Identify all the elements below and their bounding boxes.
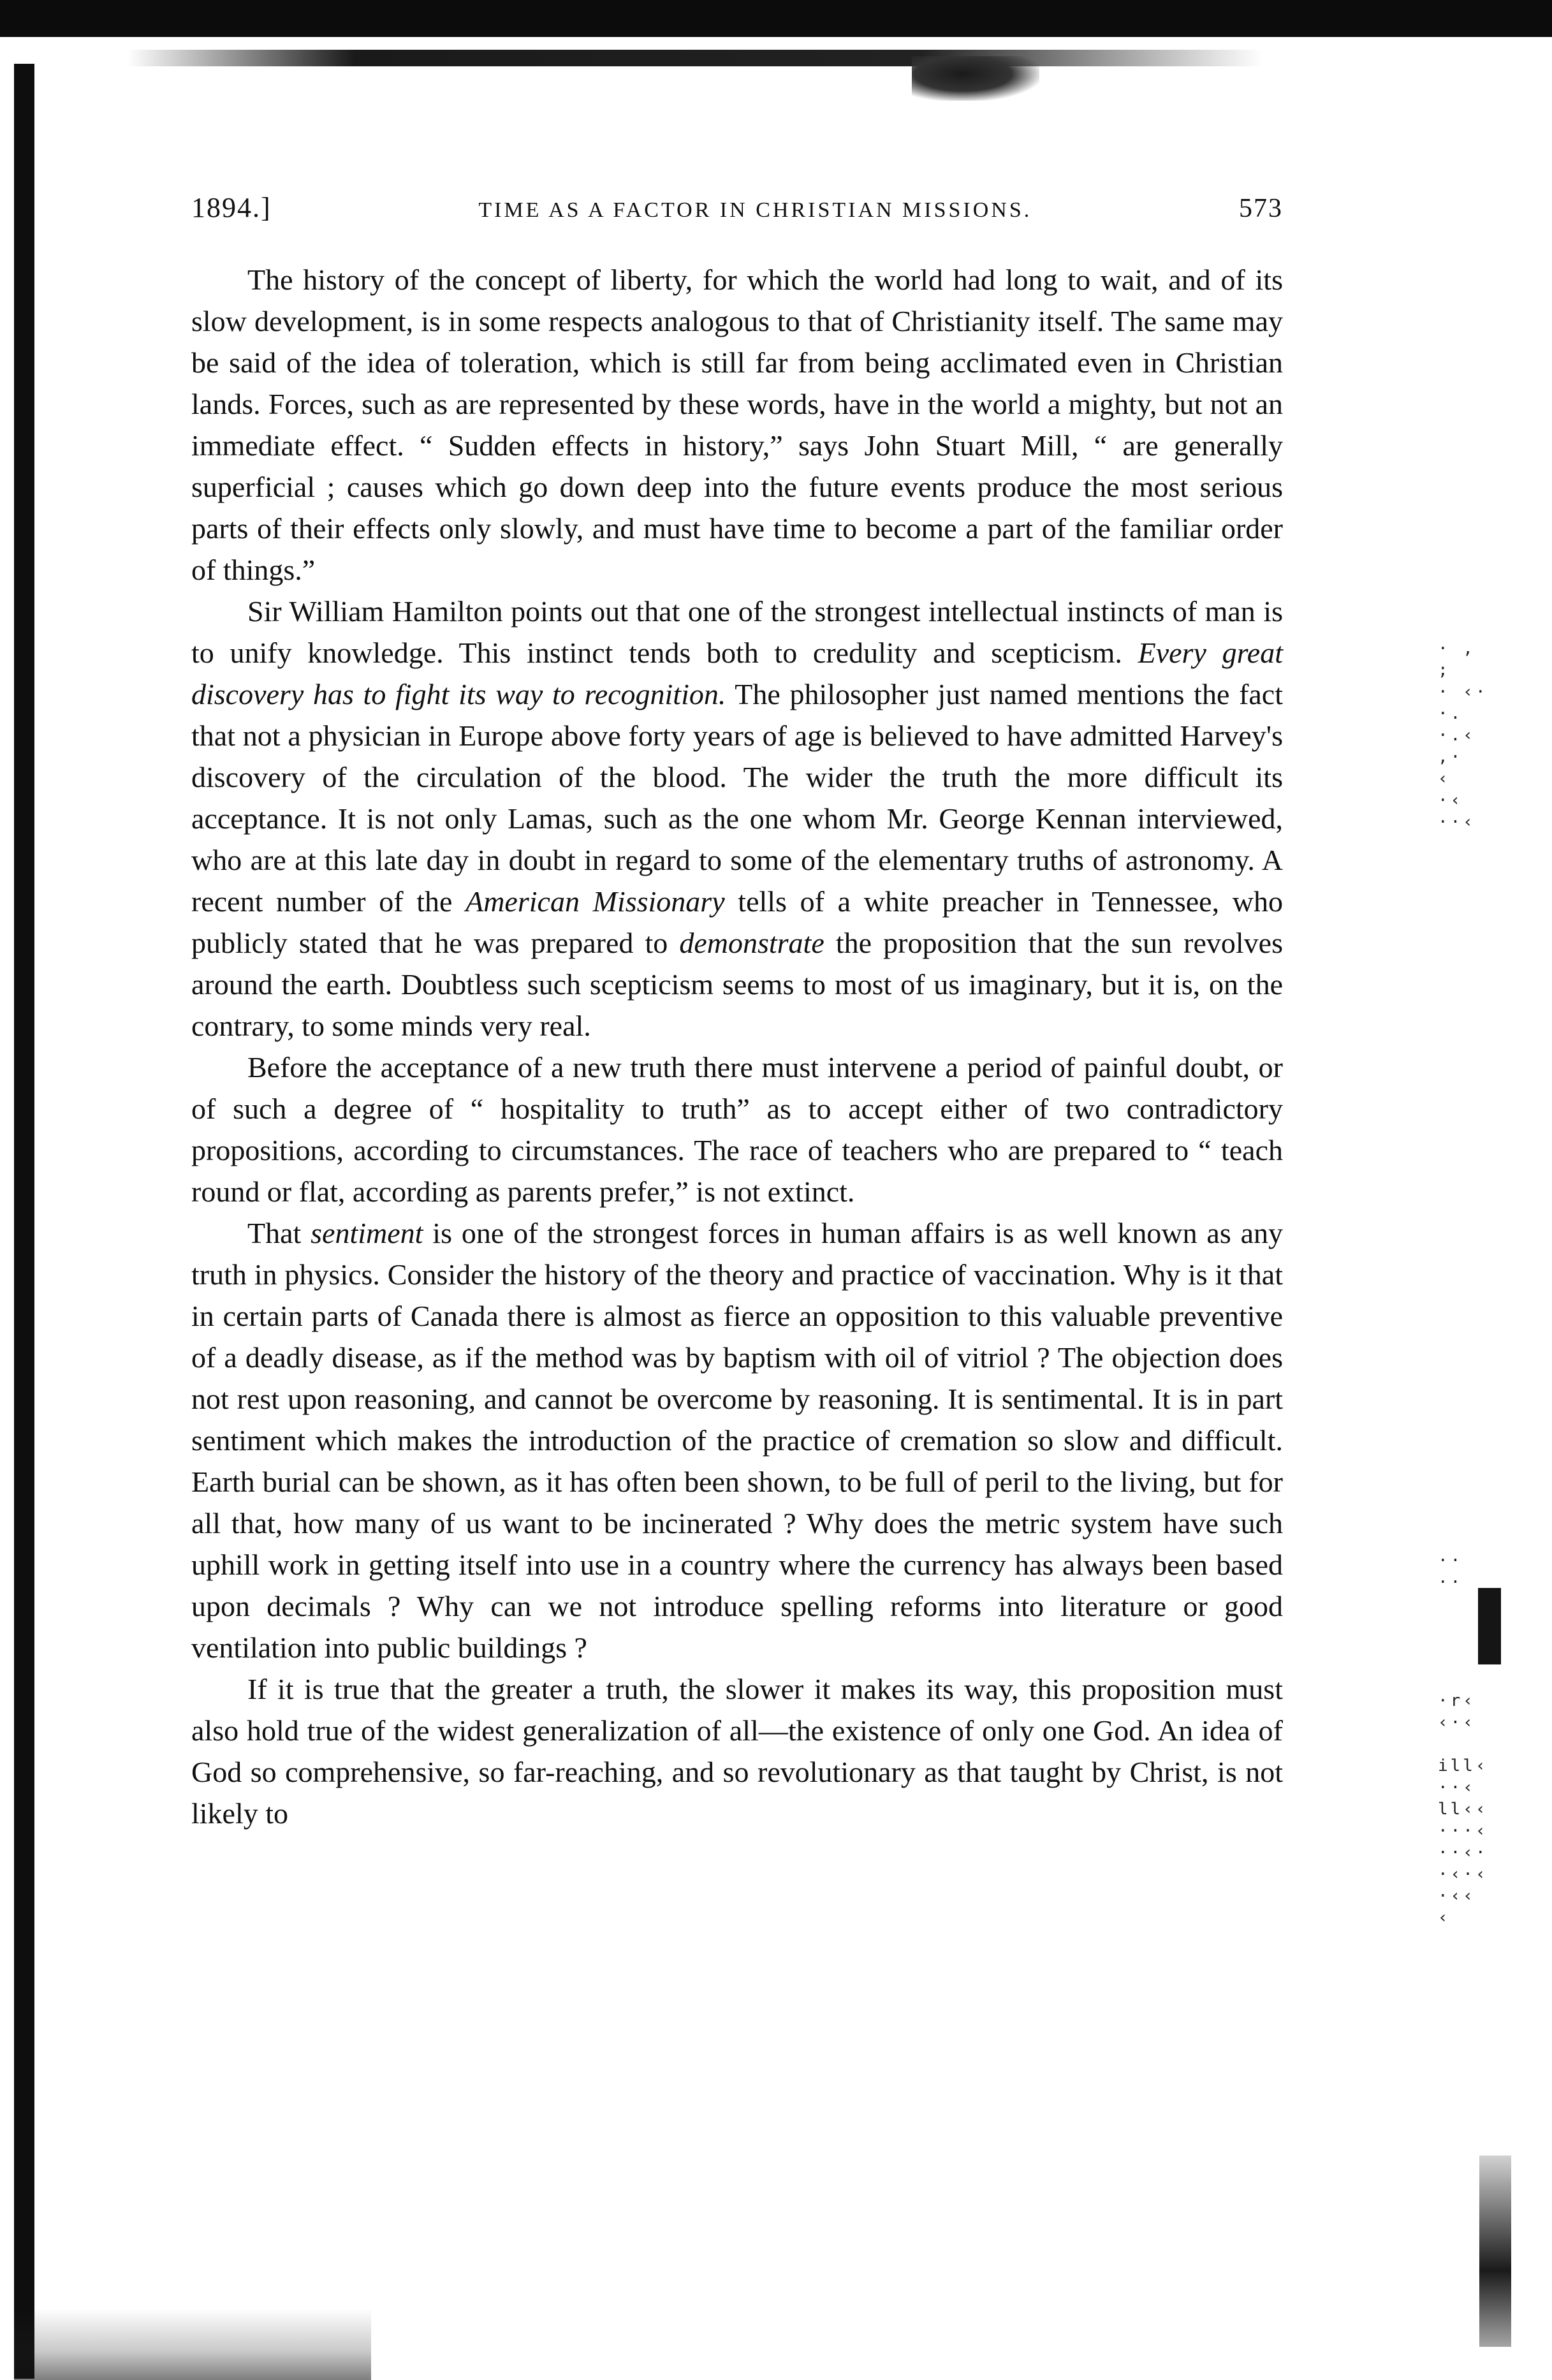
paragraph [191, 259, 1283, 591]
running-header [191, 191, 1283, 227]
scan-border-left [14, 64, 34, 2379]
text-run: The history of the concept of liberty, for which the world had long to wait, and of its slow development, is in some respects analogous to that of Christianity itself. The same may be said of the idea of toleration, which is still far from being acclimated even in Christian lands. Forces, such as are represented by these words, have in the world a mighty, but not an immediate effect. “ Sudden effects in history,” says John Stuart Mill, “ are generally superficial ; causes which go down deep into the future events produce the most serious parts of their effects only slowly, and must have time to become a part of the familiar order of things.” [191, 263, 1283, 586]
scan-shadow-bottom [14, 2309, 371, 2380]
margin-bleed-through: · ‚ ; · ‹· ·. ·.‹ ,· ‹ ·‹ ··‹ [1438, 639, 1488, 832]
margin-bleed-through: ·· ·· [1438, 1551, 1463, 1592]
italic-text: Every great discovery has to fight its way to recognition. [191, 636, 1283, 710]
scan-streak [128, 50, 1263, 66]
body-text [191, 259, 1283, 1834]
text-run: Before the acceptance of a new truth there must intervene a period of painful doubt, or of such a degree of “ hospitality to truth” as to accept either of two contradictory propositions, according to circumstances. The race of teachers who are prepared to “ teach round or flat, according as parents prefer,” is not extinct. [191, 1051, 1283, 1208]
text-run: The philosopher just named mentions the fact that not a physician in Europe above forty years of age is believed to have admitted Harvey's discovery of the circulation of the blood. The wider the truth the more difficult its acceptance. It is not only Lamas, such as the one whom Mr. George Kennan interviewed, who are at this late day in doubt in regard to some of the elementary truths of astronomy. A recent number of the [191, 678, 1284, 918]
text-run: tells of a white preacher in Tennessee, who publicly stated that he was prepared to [191, 885, 1283, 959]
paragraph [191, 1047, 1283, 1212]
italic-text: sentiment [311, 1217, 423, 1249]
text-run: is one of the strongest forces in human affairs is as well known as any truth in physics. Consider the history of the theory and practice of vaccination. Why is it that in certain parts of Canada there is almost as fierce an opposition to this valuable preventive of a deadly disease, as if the method was by baptism with oil of vitriol ? The objection does not rest upon reasoning, and cannot be overcome by reasoning. It is sentimental. It is in part sentiment which makes the introduction of the practice of cremation so slow and difficult. Earth burial can be shown, as it has often been shown, to be full of peril to the living, but for all that, how many of us want to be incinerated ? Why does the metric system have such uphill work in getting itself into use in a country where the currency has always been based upon decimals ? Why can we not introduce spelling reforms into literature or good ventilation into public buildings ? [191, 1217, 1284, 1664]
header-title: TIME AS A FACTOR IN CHRISTIAN MISSIONS. [478, 198, 1032, 222]
margin-blot [1478, 1588, 1501, 1664]
paragraph [191, 1212, 1283, 1668]
document-page [191, 191, 1283, 1834]
scan-border-top [0, 0, 1552, 37]
header-page-number: 573 [1238, 194, 1283, 223]
italic-text: American Missionary [465, 885, 725, 918]
margin-blot [1479, 2156, 1511, 2347]
italic-text: demonstrate [679, 927, 824, 959]
paragraph [191, 1668, 1283, 1834]
scan-blot [912, 56, 1039, 101]
margin-bleed-through: ·r‹ ‹·‹ ill‹ ··‹ ll‹‹ ···‹ ··‹· ·‹·‹ ·‹‹ ‹ [1438, 1691, 1488, 1927]
text-run: the proposition that the sun revolves around the earth. Doubtless such scepticism seems to most of us imaginary, but it is, on the contrary, to some minds very real. [191, 927, 1283, 1042]
text-run: Sir William Hamilton points out that one of the strongest intellectual instincts of man is to unify knowledge. This instinct tends both to credulity and scepticism. [191, 595, 1283, 669]
header-year: 1894.] [191, 192, 272, 223]
paragraph [191, 591, 1283, 1047]
text-run: That [247, 1217, 311, 1249]
text-run: If it is true that the greater a truth, the slower it makes its way, this proposition must also hold true of the widest generalization of all—the existence of only one God. An idea of God so comprehensive, so far-reaching, and so revolutionary as that taught by Christ, is not likely to [191, 1673, 1283, 1830]
